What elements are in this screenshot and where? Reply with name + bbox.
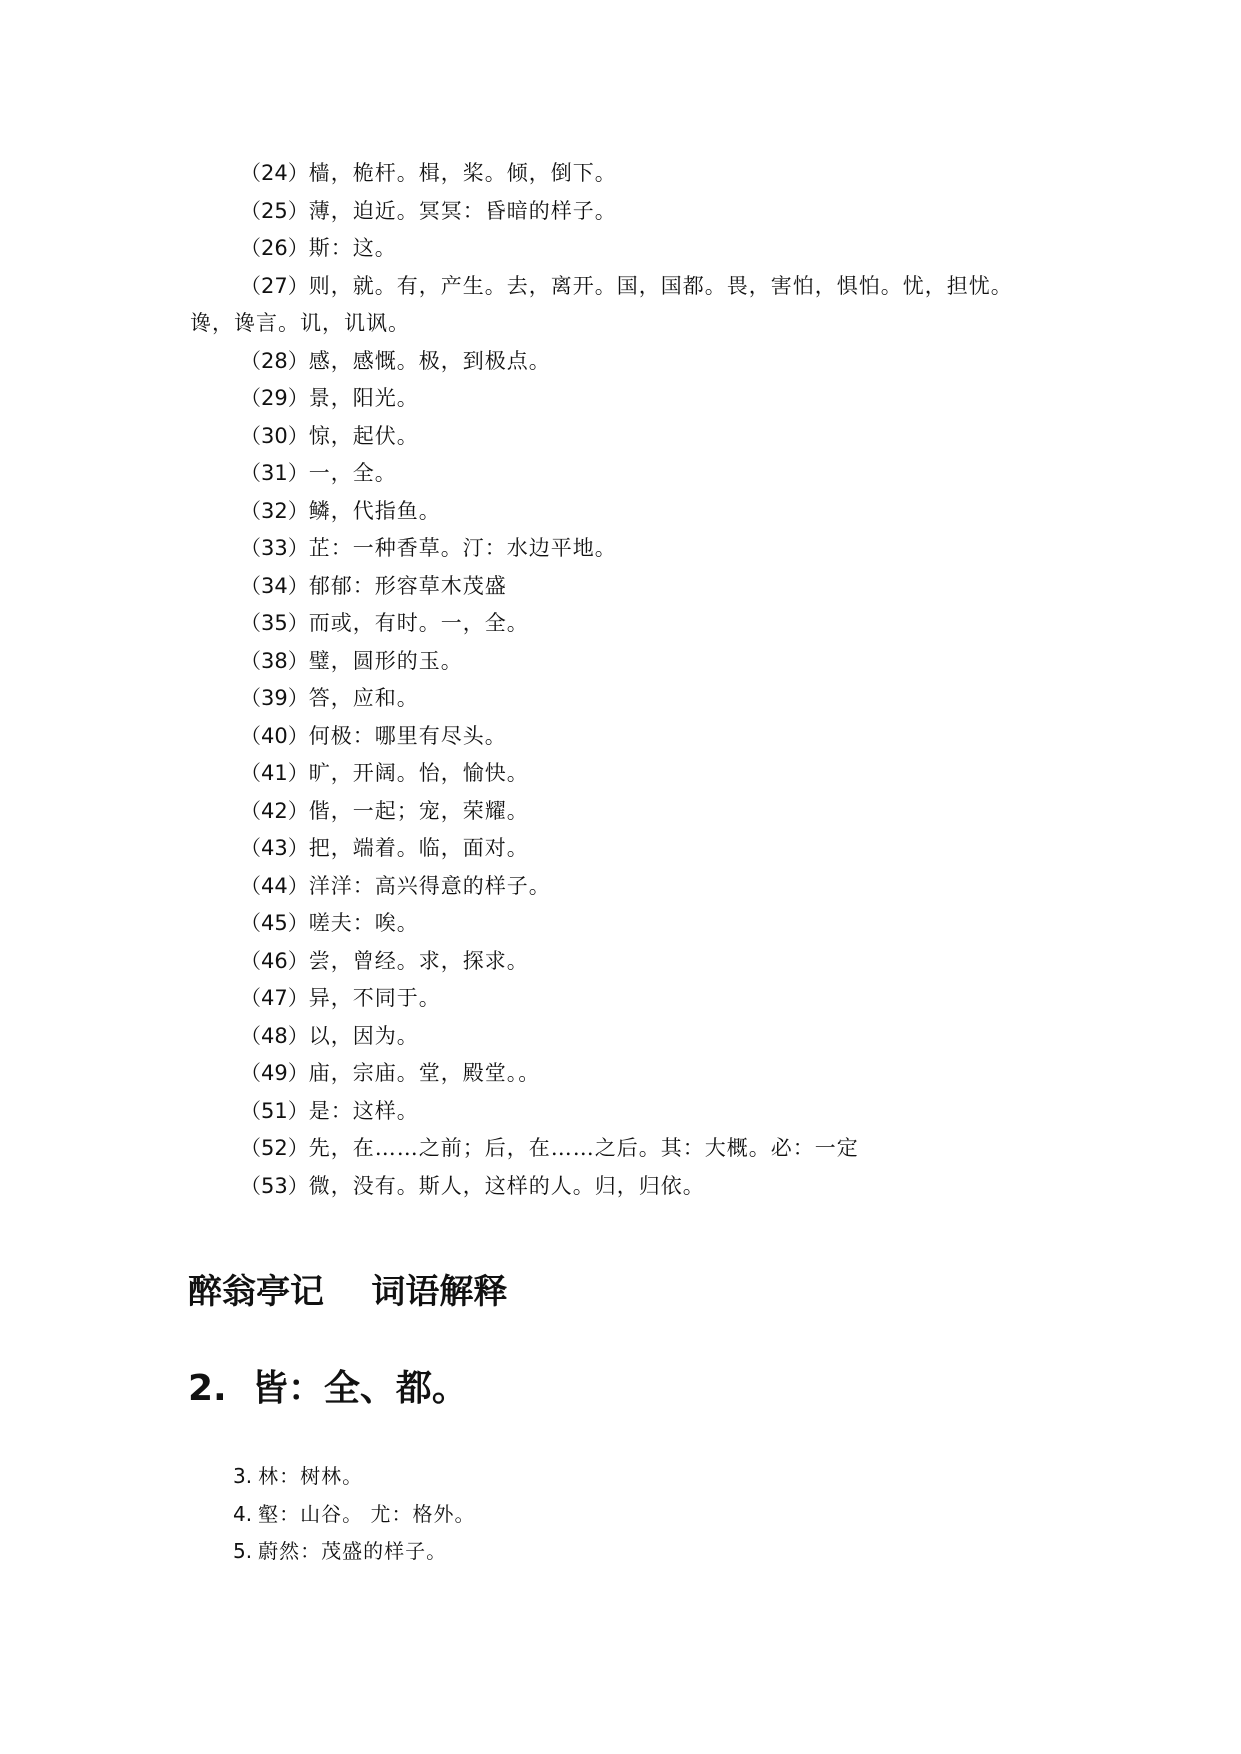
annotation-number: （33） [240,536,309,560]
annotation-number: （47） [240,986,309,1010]
annotation-text: 偕，一起；宠，荣耀。 [308,798,529,823]
annotation-number: （39） [240,686,309,710]
annotation-item [190,230,1070,268]
annotation-text: 璧，圆形的玉。 [308,648,463,673]
annotation-number: （48） [240,1023,309,1048]
annotation-number: （29） [240,386,309,410]
annotation-text: 斯：这。 [308,236,397,260]
annotation-item [190,905,1070,943]
item-text: 蔚然：茂盛的样子。 [258,1539,448,1563]
annotation-item [190,1093,1070,1131]
vocab-list [233,1458,475,1571]
annotation-number: （34） [240,573,309,598]
annotation-item [190,268,1070,343]
annotation-item [190,643,1070,681]
item-number: 3. [233,1464,253,1488]
annotation-text: 旷，开阔。怡，愉快。 [308,761,529,785]
annotation-text: 把，端着。临，面对。 [308,836,529,860]
annotation-text: 郁郁：形容草木茂盛 [308,573,507,598]
annotation-text: 以，因为。 [308,1023,419,1048]
vocab-item [233,1458,475,1496]
annotation-text: 芷：一种香草。汀：水边平地。 [308,536,617,560]
annotation-number: （27） [240,273,309,298]
annotation-item [190,980,1070,1018]
annotation-item [190,530,1070,568]
annotation-item [190,755,1070,793]
annotation-number: （40） [240,723,309,748]
annotation-item [190,830,1070,868]
annotation-item [190,1055,1070,1093]
annotation-text: 异，不同于。 [308,986,441,1010]
annotation-number: （28） [240,348,309,373]
annotation-text: 洋洋：高兴得意的样子。 [308,873,551,898]
annotation-item [190,193,1070,231]
annotation-text-continued: 谗，谗言。讥，讥讽。 [190,311,410,335]
annotation-text: 感，感慨。极，到极点。 [308,348,551,373]
annotation-number: （32） [240,498,309,523]
annotation-item [190,568,1070,606]
annotation-item [190,943,1070,981]
annotation-item [190,868,1070,906]
annotation-text: 微，没有。斯人，这样的人。归，归依。 [308,1173,705,1198]
annotation-text: 答，应和。 [308,686,419,710]
annotation-item [190,605,1070,643]
annotation-item [190,1018,1070,1056]
vocab-item-large [188,1366,468,1412]
annotation-text: 庙，宗庙。堂，殿堂。。 [308,1061,541,1085]
vocab-item [233,1496,475,1534]
annotation-number: （24） [240,161,309,185]
annotation-number: （26） [240,236,309,260]
annotation-number: （53） [240,1173,309,1198]
annotation-number: （42） [240,798,309,823]
annotation-item [190,343,1070,381]
annotation-text: 先，在……之前；后，在……之后。其：大概。必：一定 [308,1136,859,1160]
annotation-text: 惊，起伏。 [308,423,419,448]
annotation-text: 则，就。有，产生。去，离开。国，国都。畏，害怕，惧怕。忧，担忧。 [308,273,1013,298]
annotation-number: （31） [240,461,309,485]
annotation-item [190,418,1070,456]
annotation-item [190,155,1070,193]
annotation-number: （44） [240,873,309,898]
annotation-text: 薄，迫近。冥冥：昏暗的样子。 [308,198,617,223]
annotation-text: 嗟夫：唉。 [308,911,419,935]
annotation-number: （38） [240,648,309,673]
annotation-text: 鳞，代指鱼。 [308,498,441,523]
annotation-item [190,793,1070,831]
annotation-text: 而或，有时。一，全。 [308,611,529,635]
item-number: 4. [233,1501,253,1526]
annotation-number: （25） [240,198,309,223]
section-heading: 醉翁亭记 词语解释 [188,1272,508,1312]
annotation-number: （49） [240,1061,309,1085]
item-number: 5. [233,1539,253,1563]
annotation-text: 景，阳光。 [308,386,419,410]
item-number: 2. [188,1368,227,1409]
annotation-item [190,1130,1070,1168]
annotation-number: （46） [240,948,309,973]
annotation-text: 尝，曾经。求，探求。 [308,948,529,973]
annotation-list [190,155,1070,1205]
annotation-number: （51） [240,1098,309,1123]
annotation-number: （43） [240,836,309,860]
item-text: 壑：山谷。 尤：格外。 [258,1501,476,1526]
annotation-number: （45） [240,911,309,935]
annotation-number: （35） [240,611,309,635]
annotation-number: （30） [240,423,309,448]
annotation-item [190,455,1070,493]
annotation-item [190,718,1070,756]
vocab-item [233,1533,475,1571]
annotation-number: （52） [240,1136,309,1160]
annotation-item [190,1168,1070,1206]
annotation-item [190,380,1070,418]
annotation-text: 是：这样。 [308,1098,419,1123]
item-text: 林：树林。 [258,1464,364,1488]
annotation-item [190,680,1070,718]
annotation-item [190,493,1070,531]
item-text: 皆：全、都。 [251,1368,468,1409]
annotation-text: 樯，桅杆。楫，桨。倾，倒下。 [308,161,617,185]
annotation-number: （41） [240,761,309,785]
annotation-text: 何极：哪里有尽头。 [308,723,507,748]
annotation-text: 一，全。 [308,461,397,485]
